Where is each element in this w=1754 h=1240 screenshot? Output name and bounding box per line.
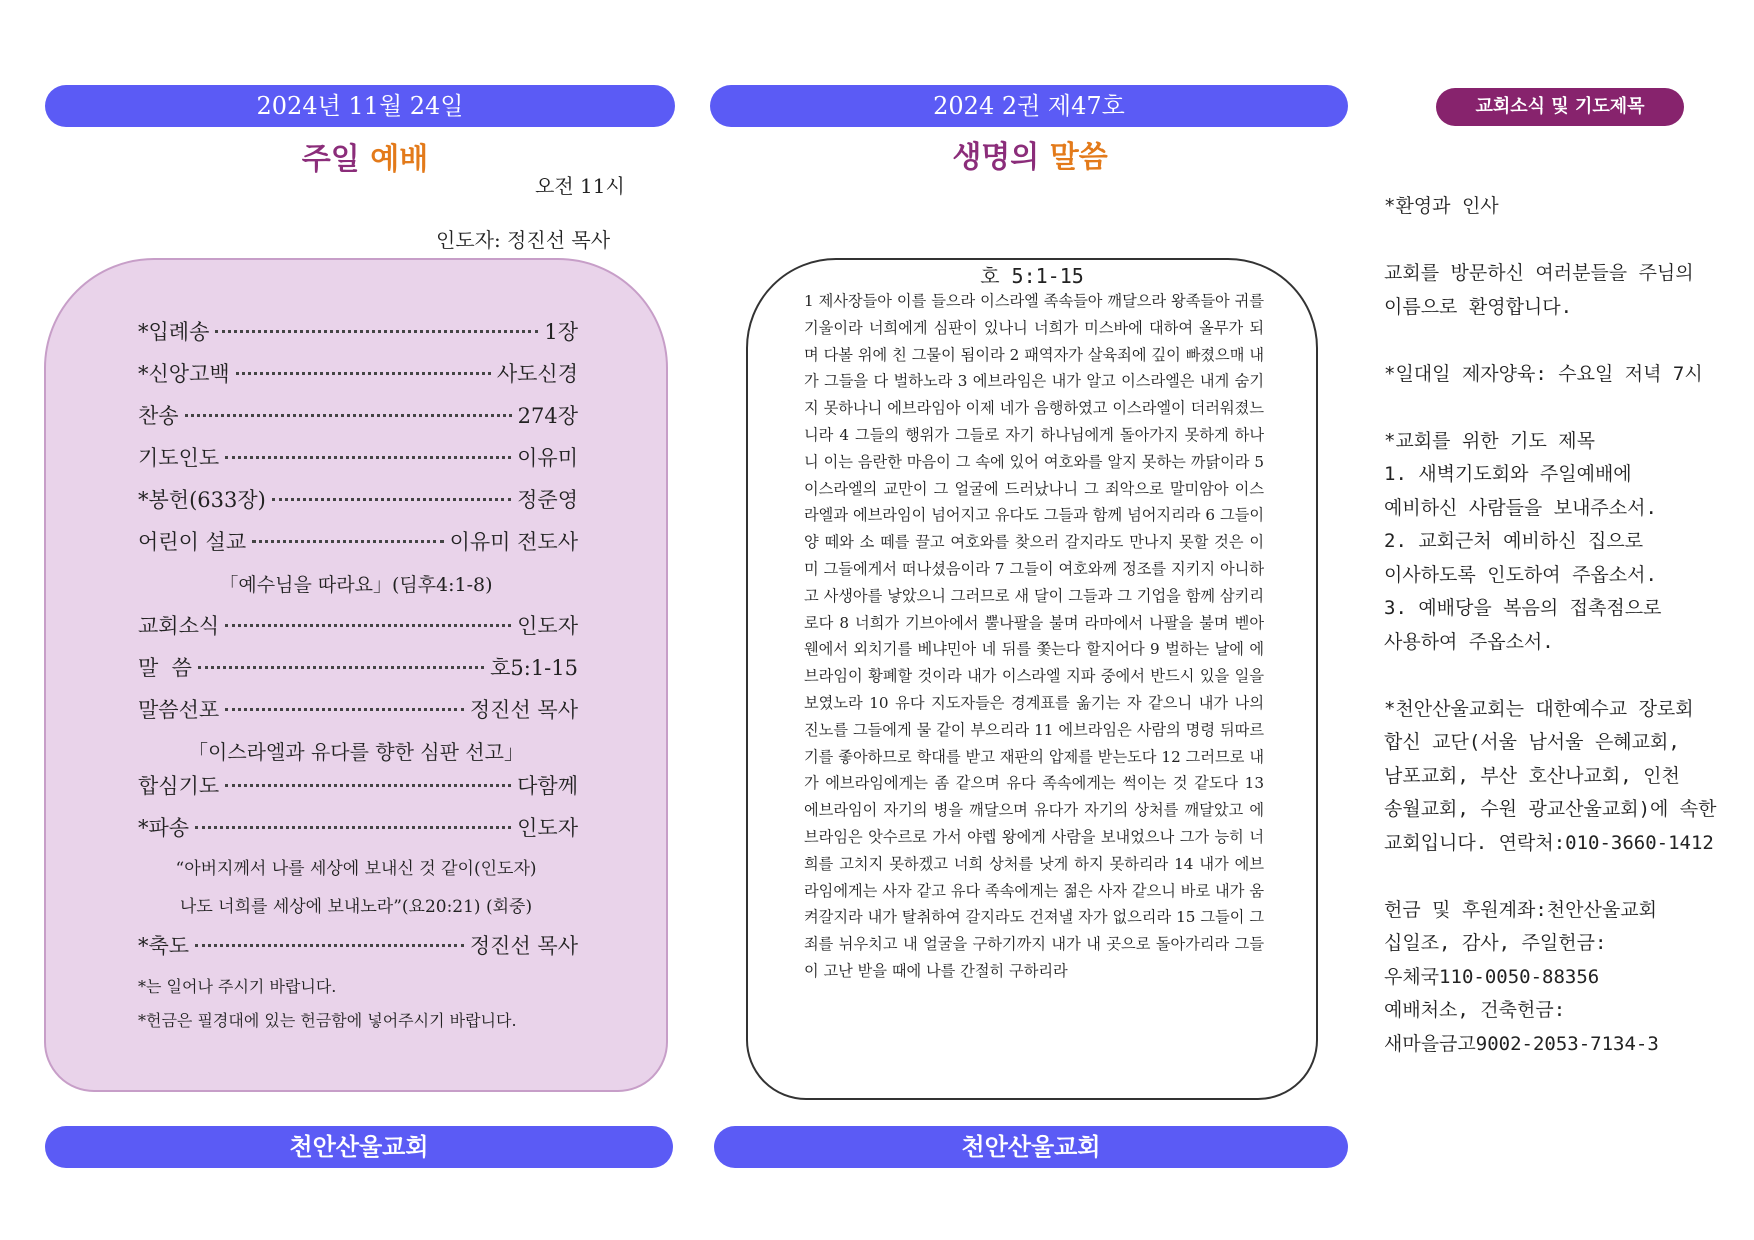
- news-line: 2. 교회근처 예비하신 집으로: [1384, 530, 1644, 552]
- word-title-b: 말씀: [1049, 140, 1108, 175]
- word-title-a: 생명의: [952, 140, 1040, 175]
- news-line: 이름으로 환영합니다.: [1384, 295, 1573, 318]
- order-value: 호5:1-15: [490, 656, 578, 680]
- order-label: 어린이 설교: [138, 530, 247, 554]
- leader-dots: [252, 540, 443, 543]
- order-value: 이유미: [517, 446, 578, 470]
- worship-title-b: 예배: [370, 142, 429, 177]
- order-label: 합심기도: [138, 774, 220, 798]
- leader-dots: [198, 666, 484, 669]
- word-title: [710, 132, 1350, 176]
- order-label: 찬송: [138, 404, 179, 428]
- sending-verse-line2: 나도 너희를 세상에 보내노라”(요20:21) (회중): [179, 897, 533, 917]
- leader-dots: [272, 498, 511, 501]
- news-line: *환영과 인사: [1384, 195, 1499, 217]
- order-row: [138, 316, 578, 346]
- order-value: 274장: [517, 404, 578, 428]
- worship-leader: 인도자: 정진선 목사: [436, 228, 611, 252]
- order-value: 정진선 목사: [469, 698, 578, 722]
- news-line: [1384, 860, 1734, 894]
- scripture-panel: [746, 258, 1318, 1100]
- leader-dots: [195, 826, 511, 829]
- order-row: [138, 442, 578, 472]
- church-name-footer-middle: 천안산울교회: [714, 1126, 1348, 1168]
- scripture-reference: 호 5:1-15: [980, 264, 1084, 288]
- order-value: 인도자: [517, 614, 578, 638]
- order-value: 정준영: [517, 488, 578, 512]
- news-line: 합신 교단(서울 남서울 은혜교회,: [1384, 731, 1680, 753]
- order-row: [138, 610, 578, 640]
- scripture-text: 1 제사장들아 이를 들으라 이스라엘 족속들아 깨달으라 왕족들아 귀를 기울이라 너희에게 심판이 있나니 너희가 미스바에 대하여 올무가 되며 다볼 위에 친 그물이 됨이라 2 패역자가 살육죄에 깊이 빠졌으매 내가 그들을 다 벌하노라 3 에브라임은 내가 알고 이스라엘은 내게 숨기지 못하나니 에브라임아 이제 네가 음행하였고 이스라엘이 더러워졌느니라 4 그들의 행위가 그들로 자기 하나님에게 돌아가지 못하게 하나니 이는 음란한 마음이 그 속에 있어 여호와를 알지 못하는 까닭이라 5 이스라엘의 교만이 그 얼굴에 드러났나니 그 죄악으로 말미암아 이스라엘과 에브라임이 넘어지고 유다도 그들과 함께 넘어지리라 6 그들이 양 떼와 소 떼를 끌고 여호와를 찾으러 갈지라도 만나지 못할 것은 이미 그들에게서 떠나셨음이라 7 그들이 여호와께 정조를 지키지 아니하고 사생아를 낳았으니 그러므로 새 달이 그들과 그 기업을 함께 삼키리로다 8 너희가 기브아에서 뿔나팔을 불며 라마에서 나팔을 불며 벧아웬에서 외치기를 베냐민아 네 뒤를 쫓는다 할지어다 9 벌하는 날에 에브라임이 황폐할 것이라 내가 이스라엘 지파 중에서 반드시 있을 일을 보였노라 10 유다 지도자들은 경계표를 옮기는 자 같으니 내가 나의 진노를 그들에게 물 같이 부으리라 11 에브라임은 사람의 명령 뒤따르기를 좋아하므로 학대를 받고 재판의 압제를 받는도다 12 그러므로 내가 에브라임에게는 좀 같으며 유다 족속에게는 썩이는 것 같도다 13 에브라임이 자기의 병을 깨달으며 유다가 자기의 상처를 깨달았고 에브라임은 앗수르로 가서 야렙 왕에게 사람을 보내었으나 그가 능히 너희를 고치지 못하겠고 너희 상처를 낫게 하지 못하리라 14 내가 에브라임에게는 사자 같고 유다 족속에게는 젊은 사자 같으니 바로 내가 움켜갈지라 내가 탈취하여 갈지라도 건져낼 자가 없으리라 15 그들이 그 죄를 뉘우치고 내 얼굴을 구하기까지 내가 내 곳으로 돌아가리라 그들이 고난 받을 때에 나를 간절히 구하리라: [804, 292, 1264, 980]
- order-row: [138, 694, 578, 724]
- order-row: [138, 930, 578, 960]
- order-value: 1장: [544, 320, 578, 344]
- order-label: 말 씀: [138, 656, 192, 680]
- children-sermon-title: 「예수님을 따라요」(딤후4:1-8): [219, 574, 493, 596]
- order-label: *파송: [138, 816, 190, 840]
- news-line: 남포교회, 부산 호산나교회, 인천: [1384, 764, 1680, 787]
- worship-order-panel: [44, 258, 668, 1092]
- order-value: 인도자: [517, 816, 578, 840]
- order-row: [138, 526, 578, 556]
- news-line: *일대일 제자양육: 수요일 저녁 7시: [1384, 362, 1703, 385]
- order-row: [138, 770, 578, 800]
- date-banner: 2024년 11월 24일: [45, 85, 675, 127]
- news-line: 새마을금고9002-2053-7134-3: [1384, 1032, 1659, 1055]
- order-row: [138, 400, 578, 430]
- leader-dots: [236, 372, 491, 375]
- news-line: 교회를 방문하신 여러분들을 주님의: [1384, 262, 1694, 284]
- order-row: [138, 812, 578, 842]
- news-line: [1384, 659, 1734, 693]
- news-line: 사용하여 주옵소서.: [1384, 630, 1554, 653]
- order-value: 이유미 전도사: [449, 530, 578, 554]
- news-line: 1. 새벽기도회와 주일예배에: [1384, 463, 1632, 485]
- order-row: [138, 358, 578, 388]
- news-line: [1384, 224, 1734, 258]
- worship-title-a: 주일: [301, 142, 360, 177]
- order-label: *신앙고백: [138, 362, 230, 386]
- order-label: *축도: [138, 934, 190, 958]
- sermon-title: 「이스라엘과 유다를 향한 심판 선고」: [188, 740, 524, 764]
- news-line: 송월교회, 수원 광교산울교회)에 속한: [1384, 798, 1717, 820]
- order-row: [138, 652, 578, 682]
- order-value: 사도신경: [496, 362, 578, 386]
- news-line: 십일조, 감사, 주일헌금:: [1384, 932, 1607, 954]
- order-label: 기도인도: [138, 446, 220, 470]
- order-label: 말씀선포: [138, 698, 220, 722]
- news-line: *교회를 위한 기도 제목: [1384, 429, 1595, 452]
- order-label: *입례송: [138, 320, 210, 344]
- news-line: 이사하도록 인도하여 주옵소서.: [1384, 563, 1657, 586]
- leader-dots: [225, 624, 511, 627]
- news-line: 예비하신 사람들을 보내주소서.: [1384, 496, 1657, 519]
- church-news-badge: 교회소식 및 기도제목: [1436, 88, 1684, 126]
- leader-dots: [215, 330, 538, 333]
- news-line: 헌금 및 후원계좌:천안산울교회: [1384, 898, 1657, 921]
- order-value: 정진선 목사: [469, 934, 578, 958]
- news-line: 교회입니다. 연락처:010-3660-1412: [1384, 831, 1714, 854]
- church-news-body: [1384, 190, 1734, 1061]
- news-line: *천안산울교회는 대한예수교 장로회: [1384, 697, 1694, 720]
- standing-note: *는 일어나 주시기 바랍니다.: [138, 977, 337, 996]
- offering-note: *헌금은 필경대에 있는 헌금함에 넣어주시기 바랍니다.: [138, 1011, 517, 1030]
- news-line: 3. 예배당을 복음의 접촉점으로: [1384, 597, 1662, 619]
- leader-dots: [225, 784, 511, 787]
- leader-dots: [195, 944, 464, 947]
- order-row: [138, 484, 578, 514]
- church-name-footer-left: 천안산울교회: [45, 1126, 673, 1168]
- order-label: *봉헌(633장): [138, 488, 266, 512]
- news-line: [1384, 391, 1734, 425]
- leader-dots: [225, 708, 464, 711]
- worship-time: 오전 11시: [535, 174, 625, 198]
- news-line: 예배처소, 건축헌금:: [1384, 999, 1566, 1021]
- issue-banner: 2024 2권 제47호: [710, 85, 1348, 127]
- order-value: 다함께: [517, 774, 578, 798]
- leader-dots: [185, 414, 512, 417]
- order-label: 교회소식: [138, 614, 220, 638]
- news-line: 우체국110-0050-88356: [1384, 965, 1600, 988]
- leader-dots: [225, 456, 511, 459]
- sending-verse-line1: “아버지께서 나를 세상에 보내신 것 같이(인도자): [175, 859, 537, 879]
- news-line: [1384, 324, 1734, 358]
